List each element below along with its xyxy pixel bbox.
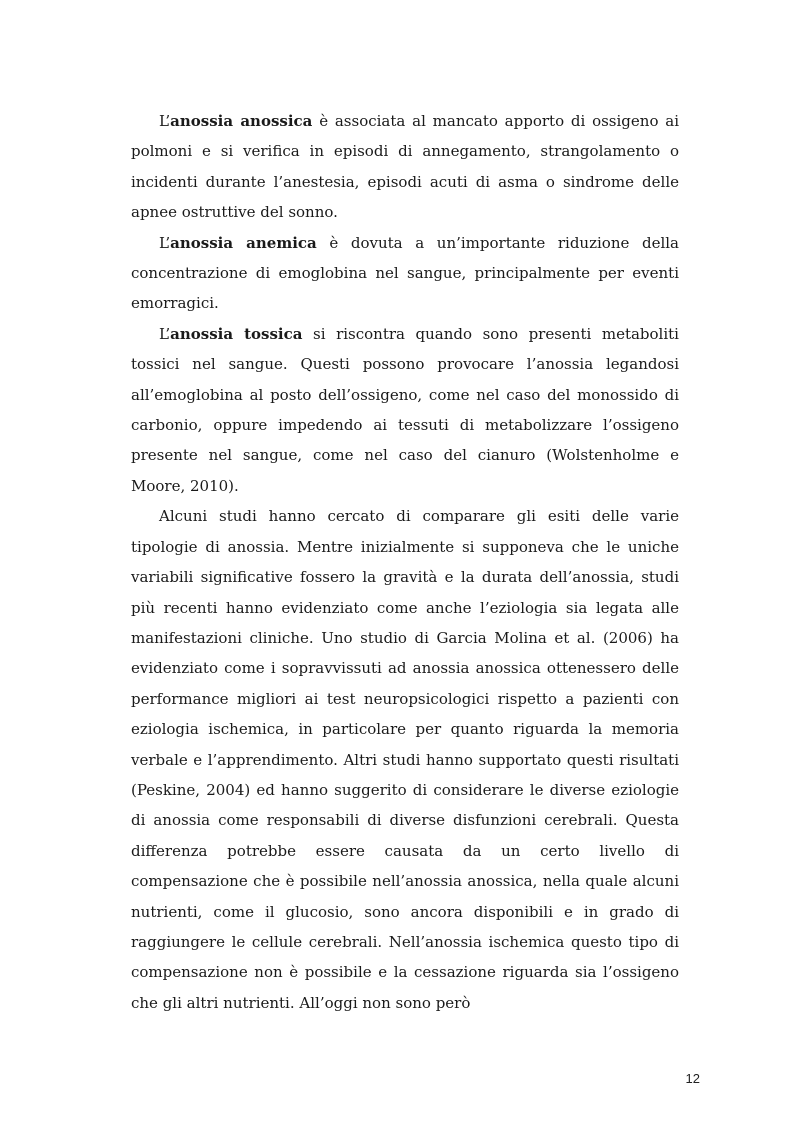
paragraph-text: è dovuta a un’importante riduzione della concentrazione di emoglobina nel sangue, principalmente per eventi emorragici. (131, 233, 679, 313)
paragraph-anossia-anemica (131, 228, 679, 319)
paragraph-lead: L’ (159, 324, 171, 343)
term-anossia-anossica: anossia anossica (170, 112, 313, 130)
page-body (131, 106, 679, 1018)
paragraph-anossia-tossica (131, 319, 679, 501)
term-anossia-anemica: anossia anemica (170, 233, 317, 252)
paragraph-anossia-anossica (131, 106, 679, 228)
term-anossia-tossica: anossia tossica (170, 324, 303, 343)
paragraph-lead: L’ (159, 112, 171, 130)
paragraph-lead: L’ (159, 233, 171, 252)
page-number: 12 (685, 1071, 700, 1086)
paragraph-text: è associata al mancato apporto di ossigeno ai polmoni e si verifica in episodi di annegamento, strangolamento o incidenti durante l’anestesia, episodi acuti di asma o sindrome delle apnee ostruttive del sonno. (131, 112, 679, 222)
paragraph-text: Alcuni studi hanno cercato di comparare gli esiti delle varie tipologie di anossia. Mentre inizialmente si supponeva che le uniche variabili significative fossero la gravità e la durata dell’anossia, studi più recenti hanno evidenziato come anche l’eziologia sia legata alle manifestazioni cliniche. Uno studio di Garcia Molina et al. (2006) ha evidenziato come i sopravvissuti ad anossia anossica ottenessero delle performance migliori ai test neuropsicologici rispetto a pazienti con eziologia ischemica, in particolare per quanto riguarda la memoria verbale e l’apprendimento. Altri studi hanno supportato questi risultati (Peskine, 2004) ed hanno suggerito di considerare le diverse eziologie di anossia come responsabili di diverse disfunzioni cerebrali. Questa differenza potrebbe essere causata da un certo livello di compensazione che è possibile nell’anossia anossica, nella quale alcuni nutrienti, come il glucosio, sono ancora disponibili e in grado di raggiungere le cellule cerebrali. Nell’anossia ischemica questo tipo di compensazione non è possibile e la cessazione riguarda sia l’ossigeno che gli altri nutrienti. All’oggi non sono però (131, 507, 679, 1012)
paragraph-studi-comparativi (131, 501, 679, 1018)
paragraph-text: si riscontra quando sono presenti metaboliti tossici nel sangue. Questi possono provocare l’anossia legandosi all’emoglobina al posto dell’ossigeno, come nel caso del monossido di carbonio, oppure impedendo ai tessuti di metabolizzare l’ossigeno presente nel sangue, come nel caso del cianuro (Wolstenholme e Moore, 2010). (131, 324, 679, 495)
